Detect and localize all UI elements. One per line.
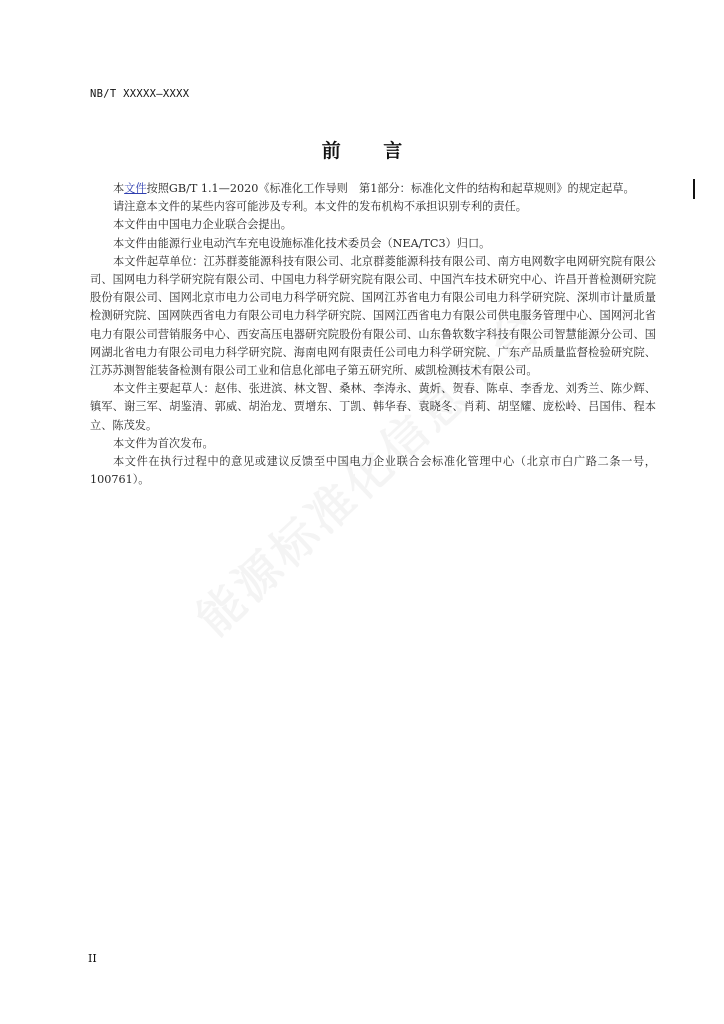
revision-bar [693, 179, 695, 199]
paragraph-patent-notice: 请注意本文件的某些内容可能涉及专利。本文件的发布机构不承担识别专利的责任。 [112, 200, 527, 214]
paragraph-proposer: 本文件由中国电力企业联合会提出。 [112, 218, 292, 232]
paragraph-committee: 本文件由能源行业电动汽车充电设施标准化技术委员会（NEA/TC3）归口。 [112, 236, 491, 250]
paragraph-standard-basis [90, 180, 656, 198]
page-number: II [88, 952, 97, 965]
paragraph-drafting-units: 本文件起草单位：江苏群菱能源科技有限公司、北京群菱能源科技有限公司、南方电网数字电网研究院有限公司、国网电力科学研究院有限公司、中国电力科学研究院有限公司、中国汽车技术研究中心、许昌开普检测研究院股份有限公司、国网北京市电力公司电力科学研究院、国网江苏省电力有限公司电力科学研究院、深圳市计量质量检测研究院、国网陕西省电力有限公司电力科学研究院、国网江西省电力有限公司供电服务管理中心、国网河北省电力有限公司营销服务中心、西安高压电器研究院股份有限公司、山东鲁软数字科技有限公司智慧能源分公司、国网湖北省电力有限公司电力科学研究院、海南电网有限责任公司电力科学研究院、广东产品质量监督检验研究院、江苏苏测智能装备检测有限公司工业和信息化部电子第五研究所、威凯检测技术有限公司。 [90, 254, 656, 378]
paragraph-text: 按照GB/T 1.1—2020《标准化工作导则 第1部分：标准化文件的结构和起草规则》的规定起草。 [146, 182, 635, 195]
paragraph-feedback: 本文件在执行过程中的意见或建议反馈至中国电力企业联合会标准化管理中心（北京市白广路二条一号，100761）。 [90, 455, 656, 487]
page-title: 前 言 [321, 140, 421, 162]
paragraph-first-release: 本文件为首次发布。 [112, 436, 214, 450]
paragraph-prefix: 本 [112, 182, 125, 195]
document-link[interactable]: 文件 [124, 182, 147, 195]
paragraph-drafters: 本文件主要起草人：赵伟、张进滨、林文智、桑林、李涛永、黄炘、贺春、陈卓、李香龙、刘秀兰、陈少辉、镇军、谢三军、胡鉴清、郭威、胡治龙、贾增东、丁凯、韩华春、袁晓冬、肖莉、胡坚耀、庞松岭、吕国伟、程本立、陈茂发。 [90, 382, 656, 432]
document-code: NB/T XXXXX—XXXX [90, 88, 190, 100]
